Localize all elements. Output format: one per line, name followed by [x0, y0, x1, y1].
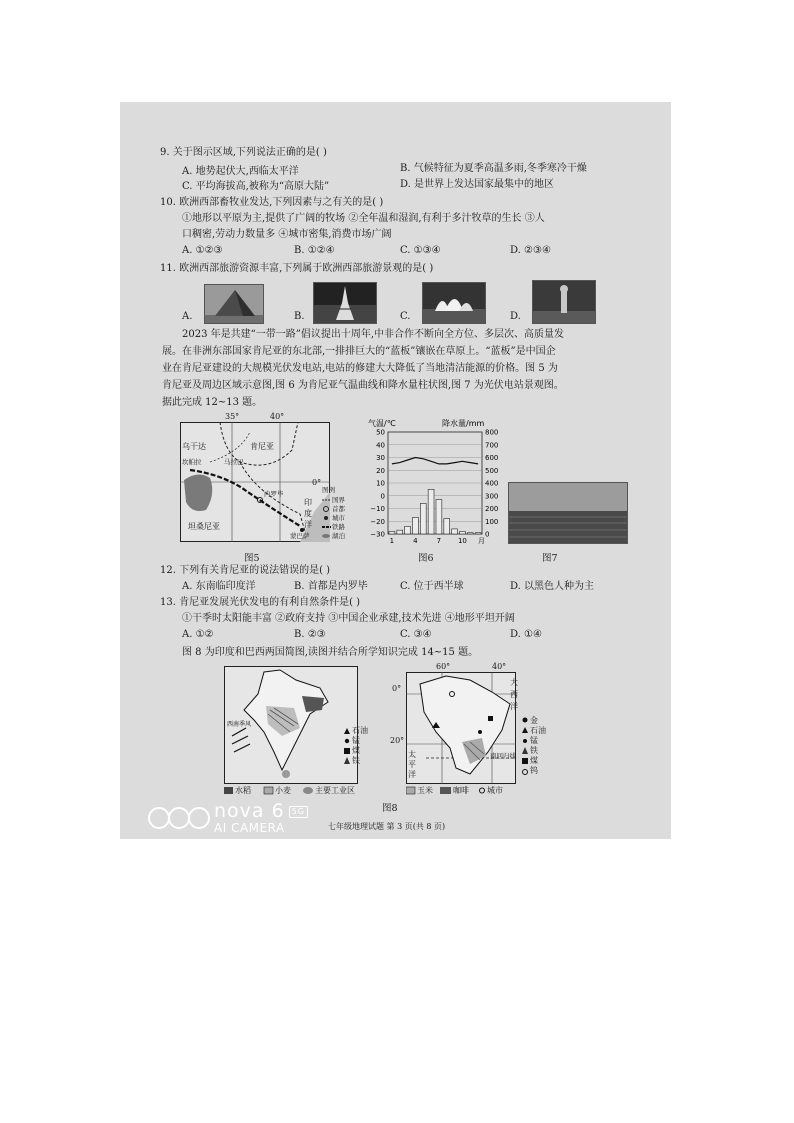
- precip-bar: [397, 530, 403, 534]
- nairobi-label: 内罗毕: [264, 490, 284, 498]
- q10-option-d: D. ②③④: [510, 245, 551, 256]
- brazil-lat-20: 20°: [390, 736, 405, 745]
- q9-option-d: D. 是世界上发达国家最集中的地区: [400, 179, 555, 190]
- camera-watermark: [148, 802, 308, 834]
- page-footer: 七年级地理试题 第 3 页(共 8 页): [328, 822, 446, 831]
- chart-ylabel: 气温/℃: [368, 419, 396, 428]
- legend-brazil-manganese: 锰: [530, 736, 538, 745]
- mombasa-label: 蒙巴萨: [290, 532, 310, 540]
- precip-bar: [460, 531, 466, 534]
- q11-option-c: C.: [400, 311, 411, 322]
- precip-bar: [436, 500, 442, 534]
- x-axis-label: 月: [478, 537, 485, 545]
- q12-option-c: C. 位于西半球: [400, 581, 464, 592]
- kenya-map: [180, 412, 345, 542]
- precip-bar: [389, 531, 395, 534]
- passage-line-1: 2023 年是共建“一带一路”倡议提出十周年,中非合作不断向全方位、多层次、高质量发: [182, 329, 565, 340]
- temperature-line: [392, 458, 478, 464]
- map5-lon-35: 35°: [225, 412, 240, 421]
- map5-lon-40: 40°: [270, 412, 285, 421]
- pacific-1: 太: [408, 750, 416, 759]
- q12-option-b: B. 首都是内罗毕: [294, 581, 368, 592]
- precip-bar: [428, 489, 434, 534]
- y2-tick-label: 600: [485, 454, 499, 462]
- y2-tick-label: 200: [485, 505, 499, 513]
- atlantic-2: 西: [510, 690, 518, 699]
- pyramid-photo: [204, 284, 264, 324]
- q11-option-a: A.: [182, 311, 193, 322]
- q13-choices: ①干季时太阳能丰富 ②政府支持 ③中国企业承建,技术先进 ④地形平坦开阔: [182, 613, 515, 624]
- precip-bar: [452, 529, 458, 534]
- indian-ocean-3: 洋: [304, 520, 312, 529]
- legend-lake: 湖泊: [332, 532, 345, 540]
- precip-bar: [420, 503, 426, 534]
- y2-tick-label: 800: [485, 428, 499, 437]
- fig5-caption: 图5: [244, 553, 260, 564]
- kampala-label: 坎帕拉: [182, 458, 202, 466]
- climate-chart: [360, 418, 510, 546]
- india-map: [224, 666, 368, 795]
- precip-bar: [475, 533, 481, 534]
- q12-option-d: D. 以黑色人种为主: [510, 581, 595, 592]
- passage-line-3: 业在肯尼亚建设的大规模光伏发电站,电站的修建大大降低了当地清洁能源的价格。图 5 为: [162, 363, 558, 374]
- legend-manganese: 锰: [352, 736, 360, 745]
- legend-border: 国界: [332, 496, 345, 504]
- legend-wheat: 小麦: [275, 786, 291, 795]
- legend-rice: 水稻: [235, 786, 251, 795]
- passage-line-4: 肯尼亚及周边区域示意图,图 6 为肯尼亚气温曲线和降水量柱状图,图 7 为光伏电站景观图。: [162, 380, 564, 391]
- precip-bar: [405, 526, 411, 534]
- y-tick-label: 30: [376, 454, 385, 462]
- q10-stem: 10. 欧洲西部畜牧业发达,下列因素与之有关的是( ): [160, 197, 384, 208]
- q13-option-c: C. ③④: [400, 629, 432, 640]
- fig6-caption: 图6: [418, 553, 434, 564]
- uganda-label: 乌干达: [182, 442, 206, 451]
- brazil-lon-60: 60°: [436, 662, 451, 671]
- camera-5g-badge: 5G: [289, 806, 308, 818]
- y-tick-label: 0: [380, 492, 385, 501]
- kenya-label: 肯尼亚: [250, 442, 274, 451]
- pacific-2: 平: [408, 760, 416, 769]
- passage-line-5: 据此完成 12~13 题。: [162, 397, 263, 408]
- legend-railway: 铁路: [332, 523, 345, 531]
- y-tick-label: 50: [376, 428, 385, 437]
- legend-city: 城市: [332, 514, 345, 522]
- q9-option-b: B. 气候特征为夏季高温多雨,冬季寒冷干燥: [400, 163, 587, 174]
- q10-line2: 口稠密,劳动力数量多 ④城市密集,消费市场广阔: [182, 229, 392, 240]
- y2-tick-label: 300: [485, 492, 499, 501]
- map5-lat-0: 0°: [312, 478, 322, 487]
- q11-option-d: D.: [510, 311, 521, 322]
- y2-tick-label: 700: [485, 441, 499, 450]
- legend-corn: 玉米: [417, 786, 433, 795]
- y2-tick-label: 100: [485, 517, 499, 526]
- precip-bar: [444, 519, 450, 534]
- tanzania-label: 坦桑尼亚: [188, 522, 220, 531]
- legend-industrial: 主要工业区: [315, 786, 355, 795]
- legend-tungsten: 钨: [530, 766, 538, 775]
- opera-house-photo: [422, 282, 486, 324]
- legend-coffee: 咖啡: [453, 786, 469, 795]
- malaba-label: 马拉巴: [224, 458, 244, 466]
- q13-option-b: B. ②③: [294, 629, 326, 640]
- exam-page: [120, 102, 671, 839]
- indian-ocean-1: 印: [304, 498, 312, 507]
- pacific-3: 洋: [408, 770, 416, 779]
- legend-capital: 首都: [332, 505, 345, 513]
- q10-option-a: A. ①②③: [182, 245, 223, 256]
- camera-brand: nova 6: [214, 800, 285, 822]
- q12-option-a: A. 东南临印度洋: [182, 581, 256, 592]
- y-tick-label: −20: [370, 517, 385, 526]
- brazil-map: [390, 662, 546, 798]
- camera-logo: [148, 807, 208, 829]
- legend-coal: 煤: [352, 746, 360, 755]
- precip-bar: [413, 517, 419, 534]
- fig7-caption: 图7: [542, 553, 558, 564]
- q10-option-b: B. ①②④: [294, 245, 335, 256]
- passage-2: 图 8 为印度和巴西两国简图,读图并结合所学知识完成 14~15 题。: [182, 647, 479, 658]
- y-tick-label: 40: [376, 441, 385, 450]
- x-tick-label: 10: [457, 537, 467, 545]
- y2-tick-label: 0: [485, 530, 490, 539]
- q9-option-c: C. 平均海拔高,被称为“高原大陆”: [182, 181, 330, 192]
- q13-stem: 13. 肯尼亚发展光伏发电的有利自然条件是( ): [160, 597, 361, 608]
- q13-option-a: A. ①②: [182, 629, 214, 640]
- y2-tick-label: 400: [485, 479, 499, 488]
- q10-option-c: C. ①③④: [400, 245, 441, 256]
- indian-ocean-2: 度: [304, 509, 312, 518]
- monsoon-label: 西南季风: [227, 721, 252, 728]
- x-tick-label: 1: [389, 537, 395, 545]
- legend-city-brazil: 城市: [487, 786, 503, 795]
- legend-title: 图例: [322, 486, 335, 494]
- chart-y2label: 降水量/mm: [442, 419, 485, 428]
- solar-plant-photo: [508, 482, 628, 544]
- eiffel-tower-photo: [313, 282, 377, 324]
- legend-brazil-coal: 煤: [530, 756, 538, 765]
- legend-gold: 金: [530, 716, 538, 725]
- q9-option-a: A. 地势起伏大,西临太平洋: [182, 166, 299, 177]
- x-tick-label: 4: [413, 537, 418, 545]
- tropic-label: 南回归线: [490, 752, 516, 760]
- q12-stem: 12. 下列有关肯尼亚的说法错误的是( ): [160, 565, 331, 576]
- statue-photo: [532, 280, 596, 324]
- legend-brazil-oil: 石油: [530, 726, 546, 735]
- y-tick-label: −10: [370, 505, 385, 513]
- passage-line-2: 展。在非洲东部国家肯尼亚的东北部,一排排巨大的“蓝板”镶嵌在草原上。“蓝板”是中国企: [162, 346, 556, 357]
- y2-tick-label: 500: [485, 466, 499, 475]
- precip-bar: [467, 533, 473, 534]
- y-tick-label: 10: [376, 479, 385, 488]
- q10-line1: ①地形以平原为主,提供了广阔的牧场 ②全年温和湿润,有利于多汁牧草的生长 ③人: [182, 213, 545, 224]
- legend-brazil-iron: 铁: [530, 746, 538, 755]
- q9-stem: 9. 关于图示区域,下列说法正确的是( ): [160, 147, 327, 158]
- camera-subtitle: AI CAMERA: [214, 821, 285, 835]
- q13-option-d: D. ①④: [510, 629, 542, 640]
- brazil-lon-40: 40°: [492, 662, 507, 671]
- atlantic-3: 洋: [510, 702, 518, 711]
- x-tick-label: 7: [436, 537, 442, 545]
- legend-iron: 铁: [352, 756, 360, 765]
- legend-oil: 石油: [352, 726, 368, 735]
- atlantic-1: 大: [510, 678, 518, 687]
- brazil-lat-0: 0°: [392, 684, 402, 693]
- y-tick-label: −30: [370, 530, 385, 539]
- y-tick-label: 20: [376, 466, 385, 475]
- fig8-caption: 图8: [382, 803, 398, 814]
- q11-stem: 11. 欧洲西部旅游资源丰富,下列属于欧洲西部旅游景观的是( ): [160, 263, 434, 274]
- q11-option-b: B.: [294, 311, 305, 322]
